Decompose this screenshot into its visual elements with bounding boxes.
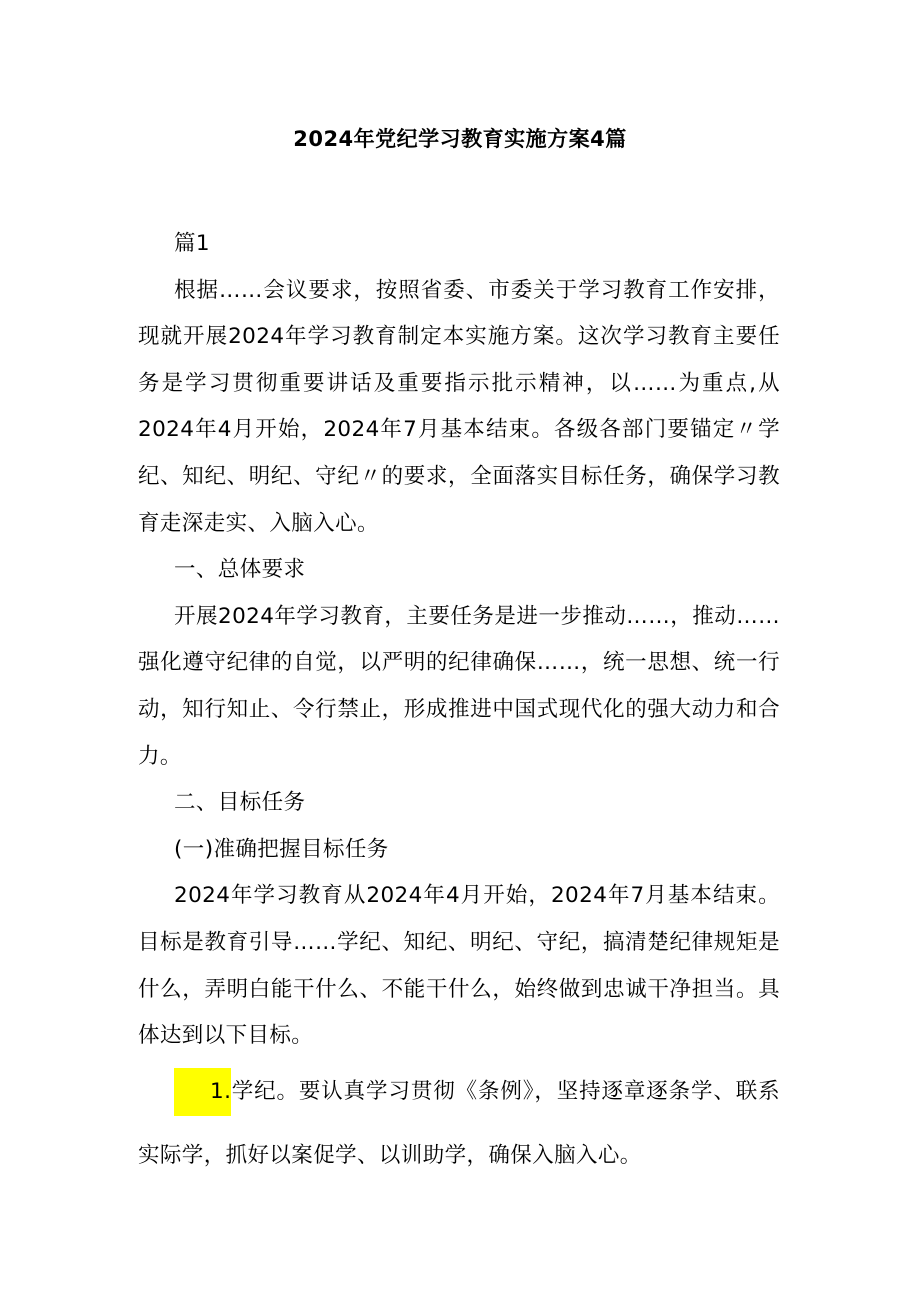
highlighted-number: 1. <box>174 1068 231 1116</box>
general-requirements-paragraph: 开展2024年学习教育，主要任务是进一步推动……，推动……强化遵守纪律的自觉，以严明的纪律确保……，统一思想、统一行动，知行知止、令行禁止，形成推进中国式现代化的强大动力和合力。 <box>138 603 780 769</box>
list-item <box>138 1060 780 1188</box>
heading-objectives: 二、目标任务 <box>174 790 306 816</box>
subheading-objectives: (一)准确把握目标任务 <box>174 836 389 862</box>
list-item-text: 学纪。要认真学习贯彻《条例》，坚持逐章逐条学、联系实际学，抓好以案促学、以训助学，确保入脑入心。 <box>138 1078 780 1168</box>
document-title: 2024年党纪学习教育实施方案4篇 <box>293 127 627 151</box>
heading-general-requirements: 一、总体要求 <box>174 557 306 583</box>
section-label: 篇1 <box>174 231 210 256</box>
document-body <box>138 221 780 1188</box>
objectives-paragraph: 2024年学习教育从2024年4月开始，2024年7月基本结束。目标是教育引导……学纪、知纪、明纪、守纪，搞清楚纪律规矩是什么，弄明白能干什么、不能干什么，始终做到忠诚干净担当。具体达到以下目标。 <box>138 883 780 1049</box>
intro-paragraph: 根据……会议要求，按照省委、市委关于学习教育工作安排，现就开展2024年学习教育制定本实施方案。这次学习教育主要任务是学习贯彻重要讲话及重要指示批示精神，以……为重点,从2024年4月开始，2024年7月基本结束。各级各部门要锚定〃学纪、知纪、明纪、守纪〃的要求，全面落实目标任务，确保学习教育走深走实、入脑入心。 <box>138 277 780 536</box>
